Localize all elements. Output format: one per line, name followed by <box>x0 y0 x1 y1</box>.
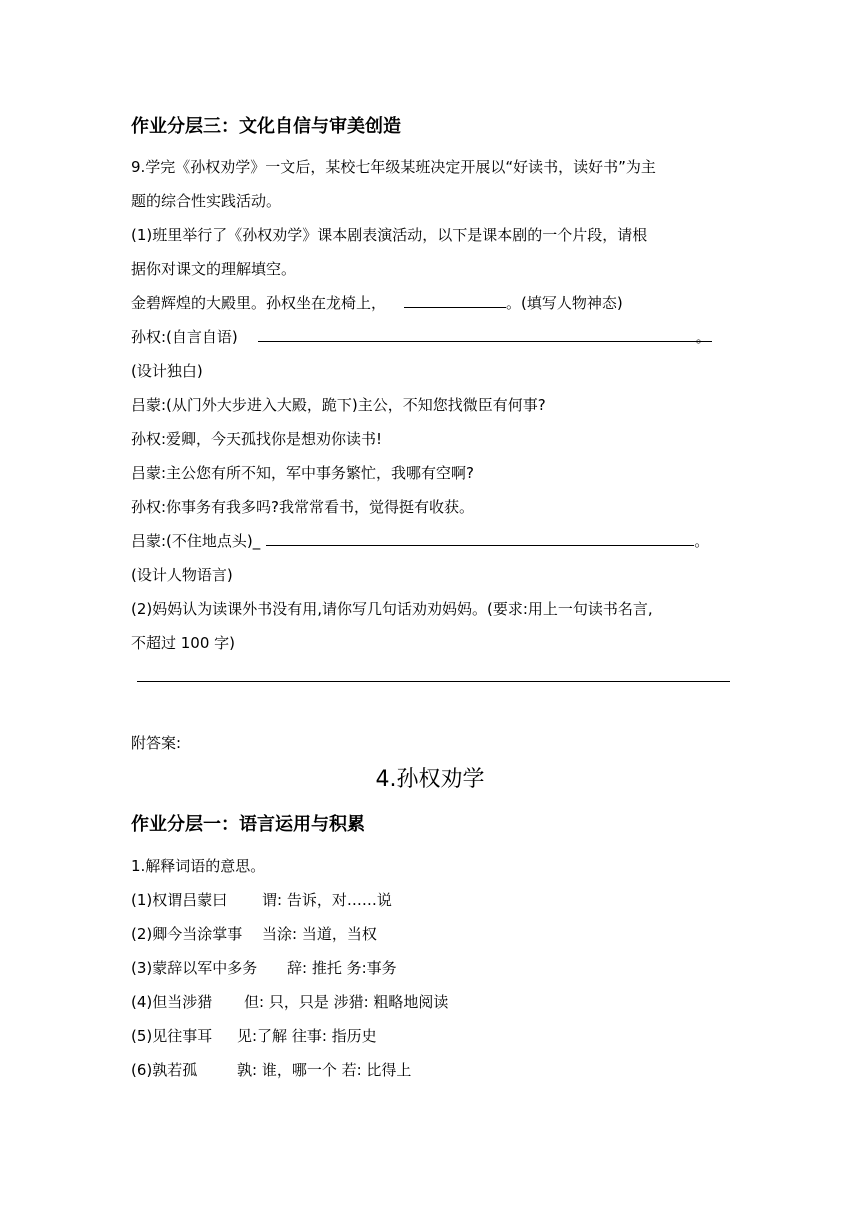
design-monologue: (设计独白) <box>131 362 203 380</box>
dialogue-sunquan-2: 孙权:你事务有我多吗?我常常看书，觉得挺有收获。 <box>131 498 475 516</box>
part-2-line-2: 不超过 100 字) <box>131 634 236 652</box>
answer-writing-line[interactable] <box>137 681 730 682</box>
question-1: 1.解释词语的意思。 <box>131 857 266 875</box>
scene-prefix: 金碧辉煌的大殿里。孙权坐在龙椅上， <box>131 294 387 312</box>
lesson-title: 4.孙权劝学 <box>375 767 485 792</box>
answers-section-heading: 作业分层一：语言运用与积累 <box>131 814 365 835</box>
answer-item <box>131 992 448 1012</box>
question-9-line-2: 题的综合性实践活动。 <box>131 192 282 210</box>
speech-blank[interactable] <box>266 531 694 546</box>
section-heading: 作业分层三：文化自信与审美创造 <box>131 116 401 137</box>
answer-item <box>131 1060 411 1080</box>
answer-phrase: (4)但当涉猎 <box>131 993 213 1011</box>
monologue-blank[interactable] <box>258 327 696 342</box>
answer-item <box>131 1026 377 1046</box>
answer-item <box>131 890 392 910</box>
dialogue-sunquan-1: 孙权:爱卿，今天孤找你是想劝你读书! <box>131 430 383 448</box>
sunquan-monologue-line <box>131 327 712 347</box>
answer-gloss: 见:了解 往事: 指历史 <box>237 1027 377 1045</box>
dialogue-lvmeng-2: 吕蒙:主公您有所不知，军中事务繁忙，我哪有空啊? <box>131 464 475 482</box>
answer-item <box>131 958 397 978</box>
lvmeng-nod: 吕蒙:(不住地点头)_ <box>131 532 261 550</box>
answer-gloss: 辞: 推托 务:事务 <box>287 959 397 977</box>
answer-gloss: 谓: 告诉，对……说 <box>262 891 392 909</box>
dialogue-lvmeng-1: 吕蒙:(从门外大步进入大殿，跪下)主公，不知您找微臣有何事? <box>131 396 546 414</box>
monologue-blank-end: 。 <box>695 328 711 346</box>
answer-gloss: 当涂: 当道，当权 <box>262 925 377 943</box>
sunquan-self-talk: 孙权:(自言自语) <box>131 328 238 346</box>
expression-blank[interactable] <box>404 293 506 308</box>
lvmeng-nod-line <box>131 531 709 551</box>
design-speech: (设计人物语言) <box>131 566 233 584</box>
answer-gloss: 但: 只，只是 涉猎: 粗略地阅读 <box>244 993 449 1011</box>
answer-phrase: (3)蒙辞以军中多务 <box>131 959 258 977</box>
answer-phrase: (1)权谓吕蒙曰 <box>131 891 228 909</box>
answer-gloss: 孰: 谁，哪一个 若: 比得上 <box>237 1061 412 1079</box>
answer-phrase: (5)见往事耳 <box>131 1027 213 1045</box>
scene-suffix: 。(填写人物神态) <box>506 294 623 312</box>
speech-blank-end: 。 <box>694 532 710 550</box>
part-2-line-1: (2)妈妈认为读课外书没有用,请你写几句话劝劝妈妈。(要求:用上一句读书名言, <box>131 600 653 618</box>
answer-item <box>131 924 377 944</box>
answers-label: 附答案: <box>131 734 182 752</box>
part-1-line-2: 据你对课文的理解填空。 <box>131 260 297 278</box>
part-1-line-1: (1)班里举行了《孙权劝学》课本剧表演活动，以下是课本剧的一个片段，请根 <box>131 226 648 244</box>
scene-line <box>131 293 623 313</box>
answer-phrase: (6)孰若孤 <box>131 1061 198 1079</box>
answer-phrase: (2)卿今当涂掌事 <box>131 925 243 943</box>
question-9-line-1: 9.学完《孙权劝学》一文后，某校七年级某班决定开展以“好读书，读好书”为主 <box>131 158 656 176</box>
